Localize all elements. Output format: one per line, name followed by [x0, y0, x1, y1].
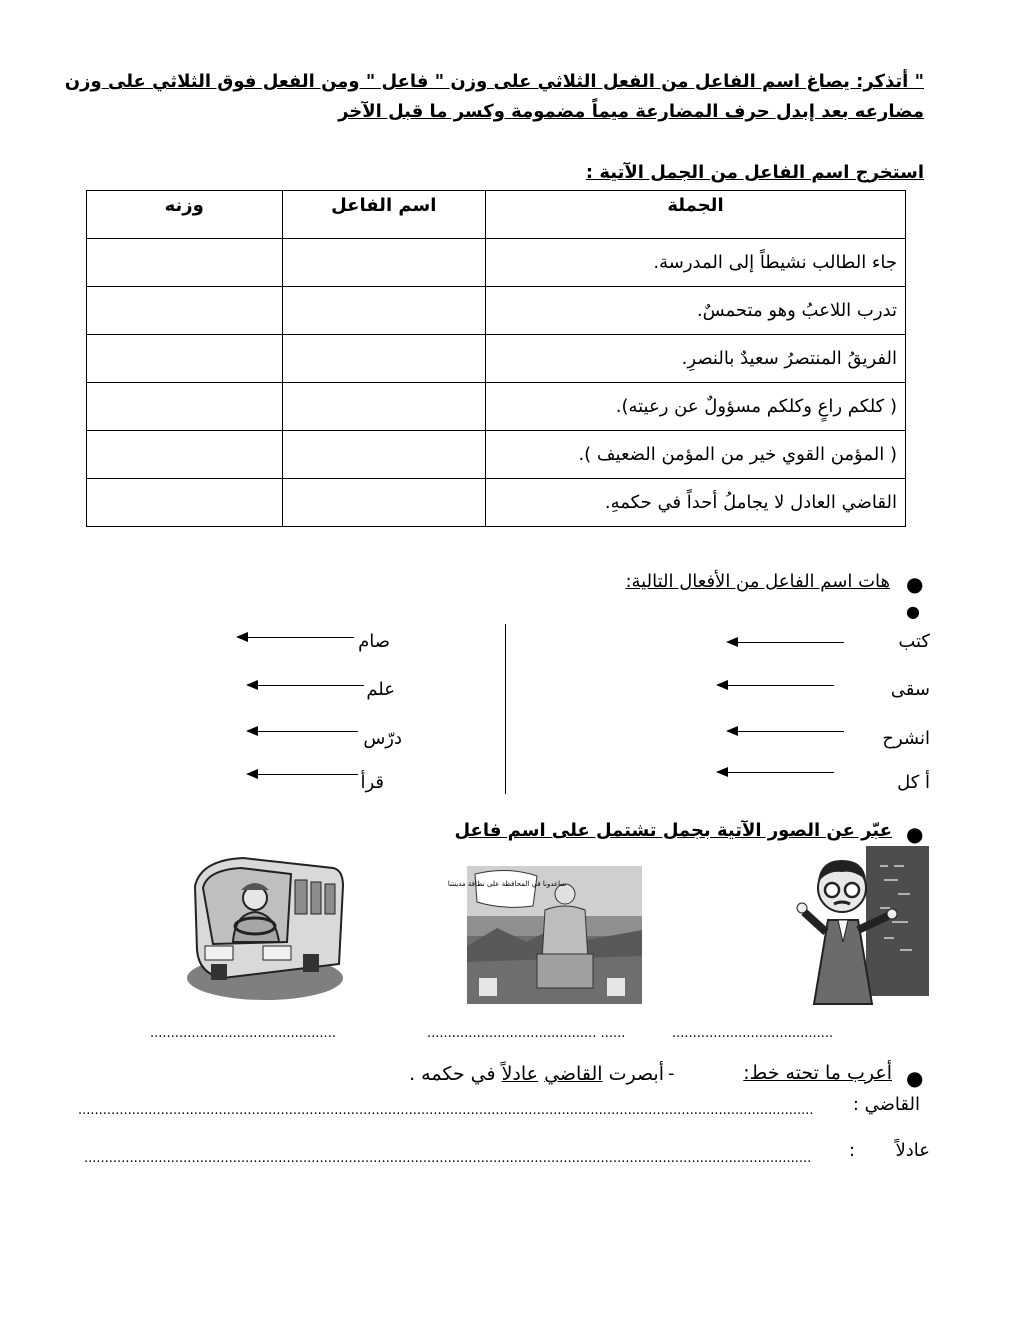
verb-item: كتب — [898, 631, 930, 652]
verb-item: سقى — [890, 679, 930, 700]
bullet-icon: ● — [906, 602, 920, 621]
parse-sentence — [409, 1063, 664, 1085]
bullet-icon: ● — [906, 822, 924, 846]
answer-line[interactable]: ............................................. — [150, 1026, 336, 1041]
arrow-icon — [718, 772, 834, 773]
parse-colon: : — [849, 1140, 856, 1161]
verb-item: علم — [366, 679, 395, 700]
pattern-cell[interactable] — [87, 239, 283, 287]
answer-line[interactable]: ....................................... — [672, 1026, 834, 1041]
arrow-icon — [728, 731, 844, 732]
sentence-verb: أبصرت — [608, 1063, 664, 1085]
header-pattern: وزنه — [87, 191, 283, 239]
underlined-word-judge: القاضي — [544, 1063, 603, 1085]
verb-item: درّس — [363, 728, 402, 749]
sentence-cell: ( كلكم راعٍ وكلكم مسؤولٌ عن رعيته). — [485, 383, 905, 431]
extraction-table — [86, 190, 906, 527]
verb-item: صام — [358, 631, 390, 652]
poster-text: ساعدونا في المحافظة على نظافة مدينتنا — [447, 880, 567, 888]
header-active-participle: اسم الفاعل — [282, 191, 485, 239]
sentence-cell: ( المؤمن القوي خير من المؤمن الضعيف ). — [485, 431, 905, 479]
table-row — [87, 287, 906, 335]
verb-item: أ كل — [897, 772, 930, 793]
sentence-cell: تدرب اللاعبُ وهو متحمسٌ. — [485, 287, 905, 335]
parse-answer-line-2[interactable]: ................................................................................................................................................................................ — [84, 1151, 812, 1166]
answer-cell[interactable] — [282, 431, 485, 479]
underlined-word-just: عادلاً — [501, 1063, 539, 1085]
table-row — [87, 239, 906, 287]
parse-answer-line-1[interactable]: .................................................................................................................................................................................. — [78, 1103, 814, 1118]
table-row — [87, 431, 906, 479]
dash-separator: - — [668, 1063, 675, 1084]
column-divider — [505, 624, 506, 794]
answer-line[interactable]: ......................................... ...... — [427, 1026, 626, 1041]
answer-cell[interactable] — [282, 479, 485, 527]
teacher-image — [788, 846, 929, 1004]
pattern-cell[interactable] — [87, 287, 283, 335]
pattern-cell[interactable] — [87, 479, 283, 527]
rule-reminder-line1: " أتذكر: يصاغ اسم الفاعل من الفعل الثلاثي على وزن " فاعل " ومن الفعل فوق الثلاثي على وزن — [64, 71, 924, 92]
table-row — [87, 335, 906, 383]
pattern-cell[interactable] — [87, 383, 283, 431]
sentence-cell: جاء الطالب نشيطاً إلى المدرسة. — [485, 239, 905, 287]
table-row — [87, 383, 906, 431]
table-row — [87, 479, 906, 527]
answer-cell[interactable] — [282, 287, 485, 335]
bullet-icon: ● — [906, 572, 924, 596]
sentence-end: في حكمه . — [409, 1063, 496, 1085]
parse-label-just: عادلاً — [895, 1140, 930, 1161]
arrow-icon — [248, 731, 358, 732]
header-sentence: الجملة — [485, 191, 905, 239]
bus-driver-image — [183, 846, 346, 1004]
rule-reminder-line2: مضارعه بعد إبدل حرف المضارعة ميماً مضمومة وكسر ما قبل الآخر — [338, 101, 924, 122]
exercise3-title: عبّر عن الصور الآتية بجمل تشتمل على اسم فاعل — [454, 820, 892, 841]
answer-cell[interactable] — [282, 335, 485, 383]
verb-item: قرأ — [360, 772, 384, 793]
pattern-cell[interactable] — [87, 335, 283, 383]
sentence-cell: القاضي العادل لا يجاملُ أحداً في حكمهِ. — [485, 479, 905, 527]
exercise1-title: استخرج اسم الفاعل من الجمل الآتية : — [585, 162, 924, 183]
answer-cell[interactable] — [282, 239, 485, 287]
arrow-icon — [248, 774, 358, 775]
cleanliness-poster-image — [447, 866, 642, 1004]
parse-label-judge: القاضي : — [852, 1094, 920, 1115]
pattern-cell[interactable] — [87, 431, 283, 479]
verb-item: انشرح — [882, 728, 930, 749]
arrow-icon — [238, 637, 354, 638]
exercise2-title: هات اسم الفاعل من الأفعال التالية: — [625, 571, 890, 592]
bullet-icon: ● — [906, 1066, 924, 1090]
exercise4-title: أعرب ما تحته خط: — [743, 1062, 892, 1084]
sentence-cell: الفريقُ المنتصرُ سعيدٌ بالنصرِ. — [485, 335, 905, 383]
arrow-icon — [728, 642, 844, 643]
answer-cell[interactable] — [282, 383, 485, 431]
arrow-icon — [248, 685, 364, 686]
arrow-icon — [718, 685, 834, 686]
